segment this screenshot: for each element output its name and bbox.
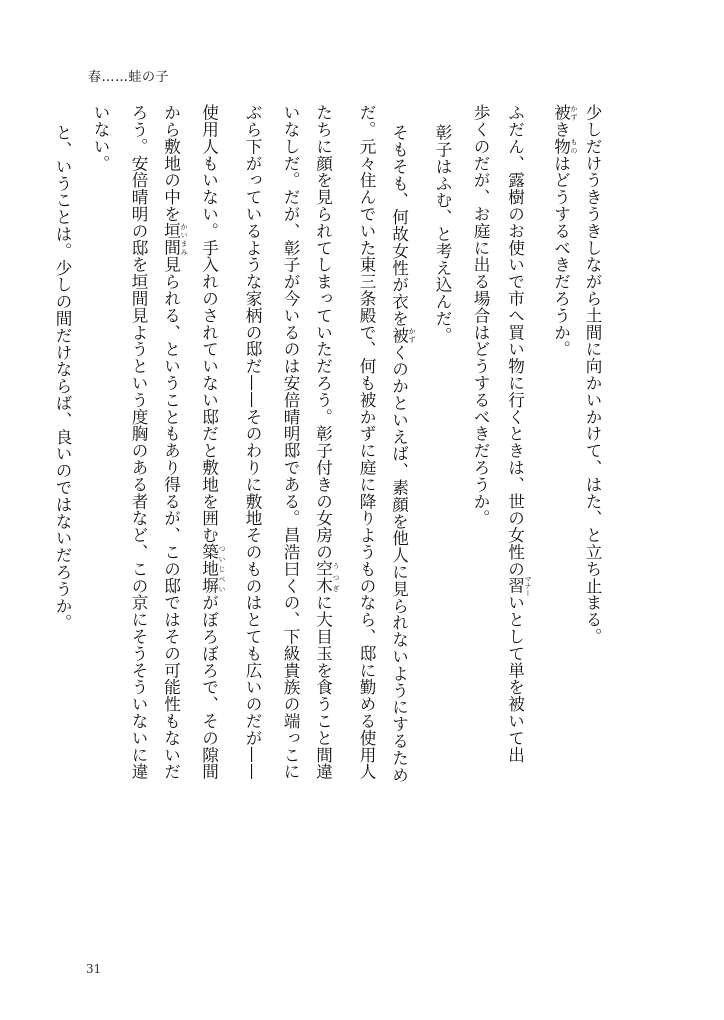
- text-line-3: ふだん、露樹のお使いで市へ買い物に行くときは、世の女性の習 マナーいとして単を被いて出: [505, 104, 532, 764]
- text-line-11-part-2: がぼろぼろで、その隙間: [199, 594, 219, 781]
- text-line-3-part-1: ふだん、露樹のお使いで市へ買い物に行くときは、世の女性の: [505, 104, 525, 578]
- text-line-1: 少しだけうきうきしながら土間に向かいかけて、はた、と立ち止まる。: [583, 104, 602, 645]
- text-line-5: 彰子はふむ、と考え込んだ。: [433, 124, 452, 344]
- text-line-11-part-1: 使用人もいない。手入れのされていない邸だと敷地を囲む: [199, 104, 219, 544]
- text-line-8: たちに顔を見られてしまっていただろう。彰子付きの女房の空木 うつぎに大目玉を食うこと間違: [313, 104, 340, 781]
- text-line-12-part-2: 見られる、ということもあり得るが、この邸ではその可能性もないだ: [161, 256, 181, 781]
- text-line-2: 被 かずき物 ものはどうするべきだろうか。: [551, 104, 578, 358]
- ruby-utsugi: うつぎ: [332, 560, 340, 595]
- text-line-7: だ。元々住んでいた東三条殿で、何も被かずに庭に降りようものなら、邸に勤める使用人: [357, 104, 376, 780]
- text-line-15: と、いうことは。少しの間だけならば、良いのではないだろうか。: [53, 124, 72, 631]
- text-line-9: いなしだ。だが、彰子が今いるのは安倍晴明邸である。昌浩曰くの、下級貴族の端っこに: [281, 104, 300, 780]
- page-number: 31: [86, 962, 102, 976]
- text-line-10: ぶら下がっているような家柄の邸だ——そのわりに敷地そのものはとても広いのだが——: [243, 104, 262, 780]
- text-line-3-part-2: いとして単を被いて出: [505, 594, 525, 764]
- ruby-kazu-2: かず: [408, 326, 416, 344]
- text-line-11: 使用人もいない。手入れのされていない邸だと敷地を囲む築地塀 ついじべいがぼろぼろで、その隙間: [199, 104, 226, 781]
- ruby-kazu-1: かず: [570, 104, 578, 121]
- text-line-2-after-ruby-1: き: [551, 120, 571, 138]
- text-line-12: から敷地の中を垣間 かいまみ見られる、ということもあり得るが、この邸ではその可能性もないだ: [161, 104, 188, 781]
- text-line-14: いない。: [91, 104, 110, 172]
- ruby-kaimami: かいまみ: [180, 222, 188, 257]
- ruby-mono: もの: [570, 137, 578, 155]
- ruby-manner: マナー: [524, 575, 532, 597]
- text-line-2-rest: はどうするべきだろうか。: [551, 154, 571, 358]
- text-line-6: そもそも、何故女性が衣を被 かずくのかといえば、素顔を他人に見られないようにするため: [389, 124, 416, 784]
- text-line-6-part-2: くのかといえば、素顔を他人に見られないようにするため: [389, 343, 409, 784]
- text-line-8-part-2: に大目玉を食うこと間違: [313, 594, 333, 781]
- text-line-4: 歩くのだが、お庭に出る場合はどうするべきだろうか。: [471, 104, 490, 527]
- running-header: 春……蛙の子: [88, 70, 170, 85]
- text-line-13: ろう。安倍晴明の邸を垣間見ようという度胸のある者など、この京にそうそういないに違: [129, 104, 148, 780]
- text-line-8-part-1: たちに顔を見られてしまっていただろう。彰子付きの女房の: [313, 104, 333, 561]
- text-line-12-part-1: から敷地の中を: [161, 104, 181, 223]
- text-line-6-part-1: そもそも、何故女性が衣を: [389, 124, 409, 327]
- ruby-tsuijibei: ついじべい: [218, 543, 226, 595]
